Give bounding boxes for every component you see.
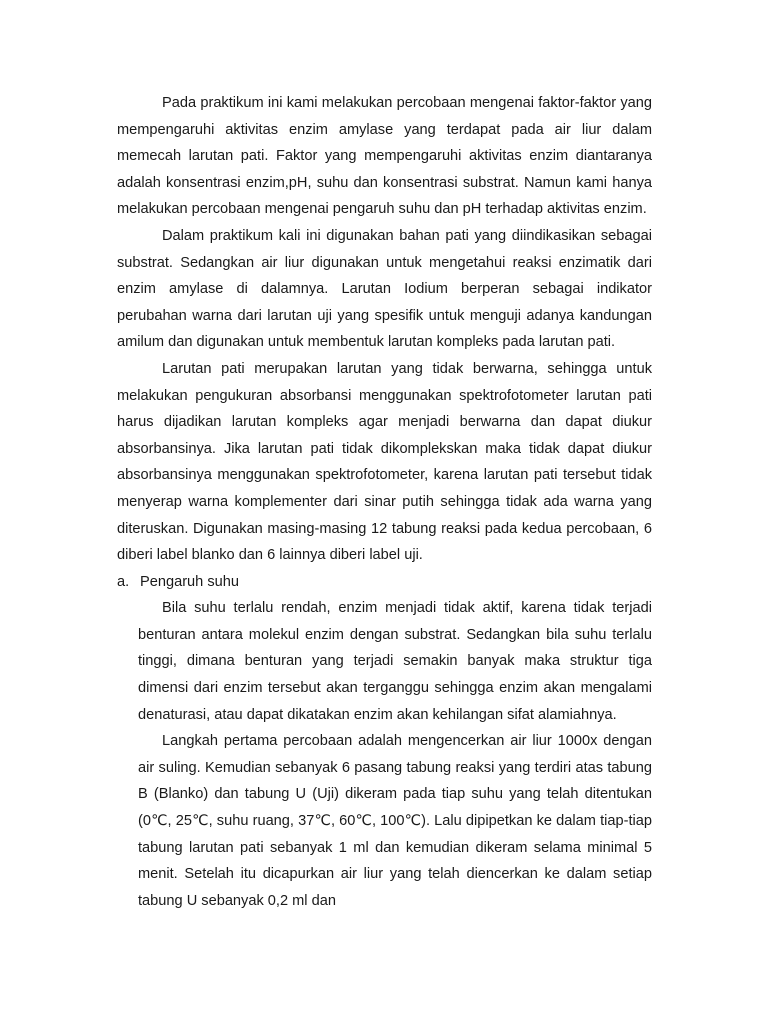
paragraph-materials: Dalam praktikum kali ini digunakan bahan pati yang diindikasikan sebagai substrat. Sedangkan air liur digunakan untuk mengetahui reaksi enzimatik dari enzim amylase di dalamnya. Larutan Iodium berperan sebagai indikator perubahan warna dari larutan uji yang spesifik untuk menguji adanya kandungan amilum dan digunakan untuk membentuk larutan kompleks pada larutan pati. bbox=[117, 227, 652, 351]
paragraph-intro: Pada praktikum ini kami melakukan percobaan mengenai faktor-faktor yang mempengaruhi aktivitas enzim amylase yang terdapat pada air liur dalam memecah larutan pati. Faktor yang mempengaruhi aktivitas enzim diantaranya adalah konsentrasi enzim,pH, suhu dan konsentrasi substrat. Namun kami hanya melakukan percobaan mengenai pengaruh suhu dan pH terhadap aktivitas enzim. bbox=[117, 95, 652, 218]
document-body bbox=[117, 90, 652, 914]
section-a-marker: a. bbox=[117, 573, 130, 590]
paragraph-temperature-effect: Bila suhu terlalu rendah, enzim menjadi tidak aktif, karena tidak terjadi benturan antara molekul enzim dengan substrat. Sedangkan bila suhu terlalu tinggi, dimana benturan yang terjadi semakin banyak maka struktur tiga dimensi dari enzim tersebut akan terganggu sehingga enzim akan mengalami denaturasi, atau dapat dikatakan enzim akan kehilangan sifat alamiahnya. bbox=[138, 600, 652, 723]
paragraph-starch-solution: Larutan pati merupakan larutan yang tidak berwarna, sehingga untuk melakukan pengukuran absorbansi menggunakan spektrofotometer larutan pati harus dijadikan larutan kompleks agar menjadi berwarna dan dapat diukur absorbansinya. Jika larutan pati tidak dikomplekskan maka tidak dapat diukur absorbansinya menggunakan spektrofotometer, karena larutan pati tersebut tidak menyerap warna komplementer dari sinar putih sehingga tidak ada warna yang diteruskan. Digunakan masing-masing 12 tabung reaksi pada kedua percobaan, 6 diberi label blanko dan 6 lainnya diberi label uji. bbox=[117, 360, 652, 564]
section-a bbox=[117, 569, 652, 596]
section-a-body bbox=[117, 595, 652, 914]
section-a-title: Pengaruh suhu bbox=[140, 573, 239, 590]
paragraph-procedure: Langkah pertama percobaan adalah mengencerkan air liur 1000x dengan air suling. Kemudian sebanyak 6 pasang tabung reaksi yang terdiri atas tabung B (Blanko) dan tabung U (Uji) dikeram pada tiap suhu yang telah ditentukan (0℃, 25℃, suhu ruang, 37℃, 60℃, 100℃). Lalu dipipetkan ke dalam tiap-tiap tabung larutan pati sebanyak 1 ml dan kemudian dikeram selama minimal 5 menit. Setelah itu dicapurkan air liur yang telah diencerkan ke dalam setiap tabung U sebanyak 0,2 ml dan bbox=[138, 733, 652, 909]
